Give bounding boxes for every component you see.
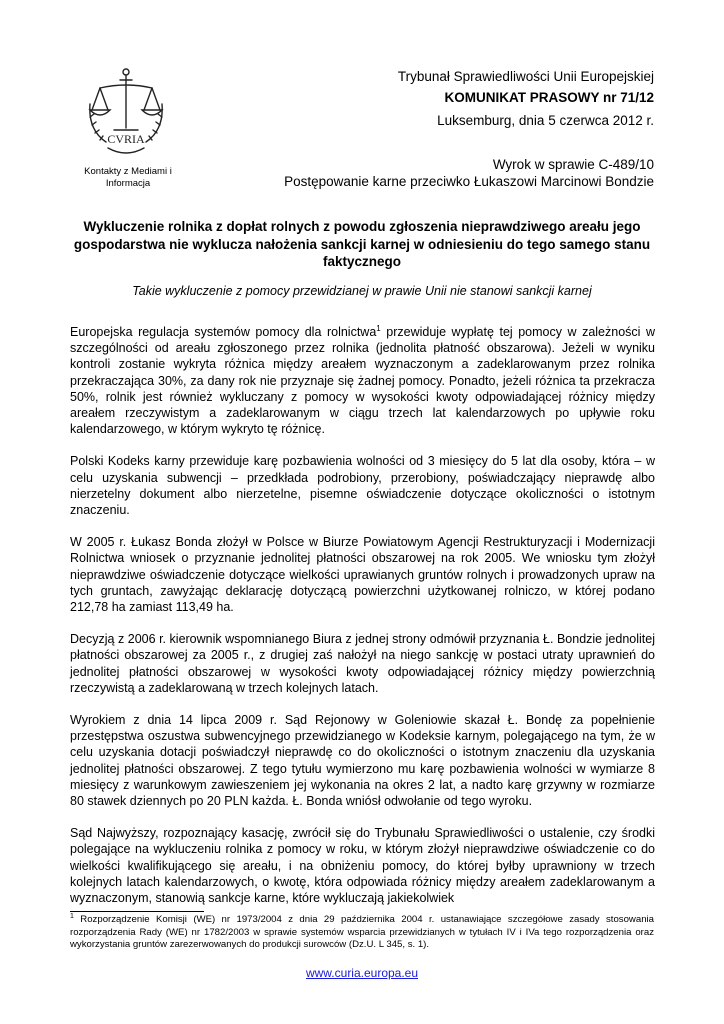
paragraph-5: Wyrokiem z dnia 14 lipca 2009 r. Sąd Rejonowy w Goleniowie skazał Ł. Bondę za popełnienie przestępstwa oszustwa subwencyjnego przewidzianego w Kodeksie karnym, polegającego na tym, że w celu uzyskania dotacji poświadczył nieprawdę co do okoliczności o istotnym znaczeniu dla uzyskania jednolitej płatności obszarowej. Z tego tytułu wymierzono mu karę pozbawienia wolności w wymiarze 8 miesięcy z warunkowym zawieszeniem jej wykonania na okres 2 lat, a nadto karę grzywny w rozmiarze 80 stawek dziennych po 20 PLN każda. Ł. Bonda wniósł odwołanie od tego wyroku. — [70, 713, 655, 809]
release-date: Luksemburg, dnia 5 czerwca 2012 r. — [437, 113, 654, 128]
paragraph-6: Sąd Najwyższy, rozpoznający kasację, zwrócił się do Trybunału Sprawiedliwości o ustalenie, czy środki polegające na wykluczeniu rolnika z pomocy w roku, w którym złożył nieprawdziwe oświadczenie co do wielkości kwalifikującego się areału, i na obniżeniu pomocy, do której byłby uprawniony w trzech kolejnych latach kalendarzowych, o kwotę, która odpowiada różnicy między areałem zadeklarowanym a wyznaczonym, stanowią sankcje karne, które wykluczają jakiekolwiek — [70, 826, 655, 906]
curia-logo — [84, 64, 168, 160]
media-contact-label — [70, 166, 186, 190]
contact-line-1: Kontakty z Mediami i — [84, 166, 172, 177]
footnote-reference[interactable]: 1 — [376, 323, 381, 333]
paragraph-4: Decyzją z 2006 r. kierownik wspomnianego Biura z jednej strony odmówił przyznania Ł. Bondzie jednolitej płatności obszarowej za 2005 r., z drugiej zaś nałożył na niego sankcję w postaci utraty uprawnień do jednolitej płatności obszarowej w wysokości kwoty odpowiadającej różnicy między powierzchnią rzeczywistą a zadeklarowaną w trzech kolejnych latach. — [70, 632, 655, 695]
footnote-text: Rozporządzenie Komisji (WE) nr 1973/2004 z dnia 29 października 2004 r. ustanawiające szczegółowe zasady stosowania rozporządzenia Rady (WE) nr 1782/2003 w sprawie systemów wsparcia przewidzianych w tytułach IV i IVa tego rozporządzenia oraz wykorzystania gruntów zarezerwowanych do produkcji surowców (Dz.U. L 345, s. 1). — [70, 914, 654, 951]
footnote-number: 1 — [70, 912, 74, 920]
subheadline: Takie wykluczenie z pomocy przewidzianej w prawie Unii nie stanowi sankcji karnej — [132, 284, 592, 298]
footnote-divider — [70, 911, 204, 912]
contact-line-2: Informacja — [105, 178, 151, 189]
article-body — [70, 324, 655, 922]
press-release-number: KOMUNIKAT PRASOWY nr 71/12 — [444, 90, 654, 105]
footnote — [70, 914, 654, 952]
scales-of-justice-icon — [84, 64, 168, 160]
curia-website-link[interactable]: www.curia.europa.eu — [305, 966, 419, 980]
proceedings-title: Postępowanie karne przeciwko Łukaszowi Marcinowi Bondzie — [284, 174, 654, 189]
case-reference: Wyrok w sprawie C-489/10 — [492, 157, 654, 172]
institution-name: Trybunał Sprawiedliwości Unii Europejskiej — [397, 69, 654, 84]
paragraph-3: W 2005 r. Łukasz Bonda złożył w Polsce w Biurze Powiatowym Agencji Restrukturyzacji i Modernizacji Rolnictwa wniosek o przyznanie jednolitej płatności obszarowej na rok 2005. We wniosku tym złożył nieprawdziwe oświadczenie dotyczące wielkości uprawianych gruntów rolnych i prowadzonych upraw na tych gruntach, zawyżając deklarację dotyczącą powierzchni użytkowanej rolniczo, w której podano 212,78 ha zamiast 113,49 ha. — [70, 535, 655, 615]
logo-text: CVRIA — [107, 132, 145, 146]
paragraph-1-start: Europejska regulacja systemów pomocy dla rolnictwa — [70, 325, 377, 339]
paragraph-1 — [70, 324, 655, 437]
paragraph-2: Polski Kodeks karny przewiduje karę pozbawienia wolności od 3 miesięcy do 5 lat dla osoby, która – w celu uzyskania subwencji – przedkłada podrobiony, przerobiony, poświadczający nieprawdę albo nierzetelny dokument albo nierzetelne, pisemne oświadczenie dotyczące okoliczności o istotnym znaczeniu. — [70, 454, 655, 518]
paragraph-1-rest: przewiduje wypłatę tej pomocy w zależności w szczególności od areału zgłoszonego przez rolnika (jednolita płatność obszarowa). Jeżeli w wyniku kontroli zostanie wykryta różnica między areałem wyznaczonym a zadeklarowanym przez rolnika przekraczająca 30%, za dany rok nie przyznaje się żadnej pomocy. Ponadto, jeżeli różnica ta przekracza 50%, rolnik jest również wykluczany z pomocy w wysokości kwoty odpowiadającej różnicy między areałem rzeczywistym a zadeklarowanym w ciągu trzech lat kalendarzowych po upływie roku kalendarzowego, w którym wykryto tę różnicę. — [70, 325, 655, 437]
headline: Wykluczenie rolnika z dopłat rolnych z powodu zgłoszenia nieprawdziwego areału jego gospodarstwa nie wyklucza nałożenia sankcji karnej w odniesieniu do tego samego stanu faktycznego — [73, 219, 651, 269]
